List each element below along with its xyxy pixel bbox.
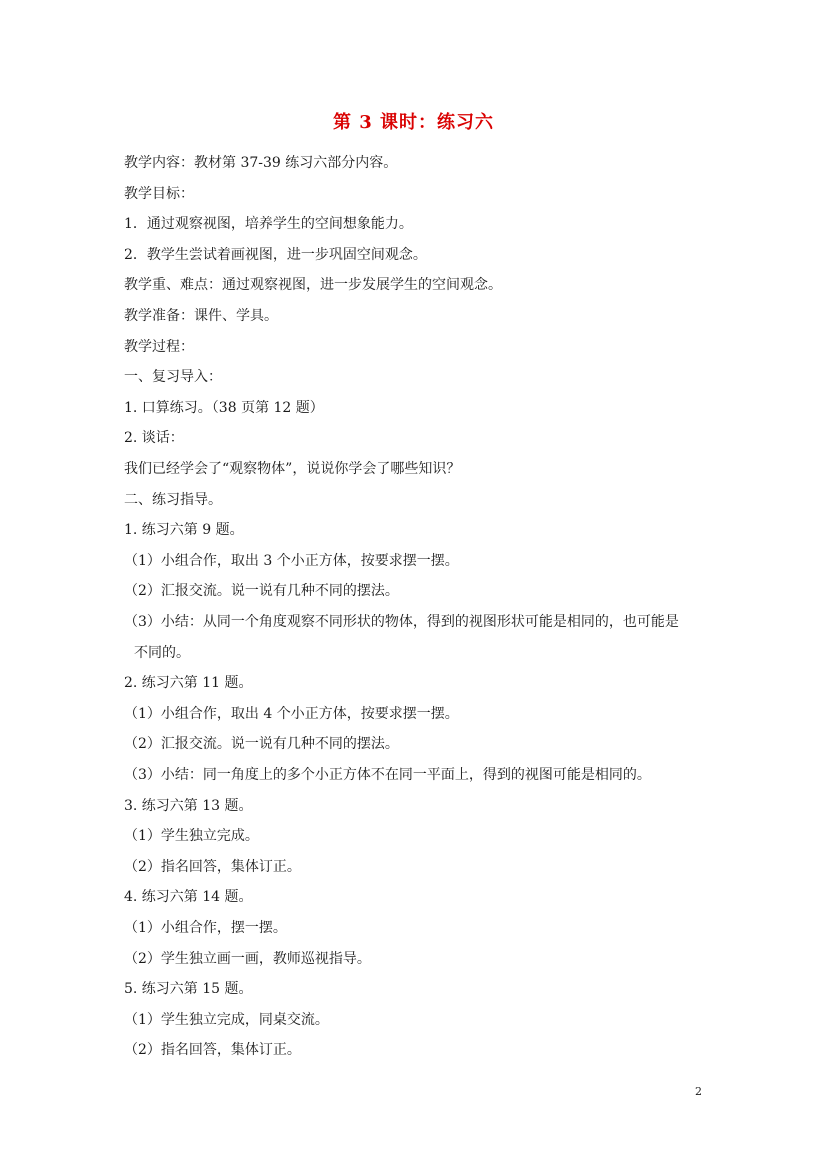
teaching-preparation: 教学准备：课件、学具。 <box>124 308 278 324</box>
practice-item-15: 5. 练习六第 15 题。 <box>124 981 253 997</box>
practice-9-step-1: （1）小组合作，取出 3 个小正方体，按要求摆一摆。 <box>124 553 459 569</box>
practice-13-step-1: （1）学生独立完成。 <box>124 828 259 844</box>
practice-15-step-1: （1）学生独立完成，同桌交流。 <box>124 1012 329 1028</box>
practice-14-step-1: （1）小组合作，摆一摆。 <box>124 920 287 936</box>
page-number: 2 <box>695 1085 702 1098</box>
lesson-title: 第 3 课时：练习六 <box>332 112 495 133</box>
practice-item-13: 3. 练习六第 13 题。 <box>124 798 253 814</box>
practice-item-14: 4. 练习六第 14 题。 <box>124 889 253 905</box>
practice-15-step-2: （2）指名回答，集体订正。 <box>124 1042 301 1058</box>
practice-13-step-2: （2）指名回答，集体订正。 <box>124 859 301 875</box>
key-difficult-points: 教学重、难点：通过观察视图，进一步发展学生的空间观念。 <box>124 277 502 293</box>
practice-item-11: 2. 练习六第 11 题。 <box>124 675 253 691</box>
practice-9-step-3: （3）小结：从同一个角度观察不同形状的物体，得到的视图形状可能是相同的，也可能是 <box>124 614 679 630</box>
practice-item-9: 1. 练习六第 9 题。 <box>124 522 244 538</box>
section-review-intro: 一、复习导入： <box>124 369 222 385</box>
review-talk-text: 我们已经学会了“观察物体”，说说你学会了哪些知识？ <box>124 461 461 477</box>
practice-11-step-1: （1）小组合作，取出 4 个小正方体，按要求摆一摆。 <box>124 706 459 722</box>
review-item-1: 1. 口算练习。（38 页第 12 题） <box>124 400 324 416</box>
practice-11-step-3: （3）小结：同一角度上的多个小正方体不在同一平面上，得到的视图可能是相同的。 <box>124 767 651 783</box>
practice-9-step-2: （2）汇报交流。说一说有几种不同的摆法。 <box>124 583 399 599</box>
practice-14-step-2: （2）学生独立画一画，教师巡视指导。 <box>124 951 371 967</box>
goal-1: 1．通过观察视图，培养学生的空间想象能力。 <box>124 216 413 232</box>
teaching-process-heading: 教学过程： <box>124 339 194 355</box>
section-practice-guidance: 二、练习指导。 <box>124 492 222 508</box>
teaching-goals-heading: 教学目标： <box>124 186 194 202</box>
practice-9-step-3-cont: 不同的。 <box>134 645 190 661</box>
review-item-2: 2. 谈话： <box>124 430 184 446</box>
practice-11-step-2: （2）汇报交流。说一说有几种不同的摆法。 <box>124 736 399 752</box>
goal-2: 2．教学生尝试着画视图，进一步巩固空间观念。 <box>124 247 427 263</box>
teaching-content: 教学内容：教材第 37-39 练习六部分内容。 <box>124 155 398 171</box>
